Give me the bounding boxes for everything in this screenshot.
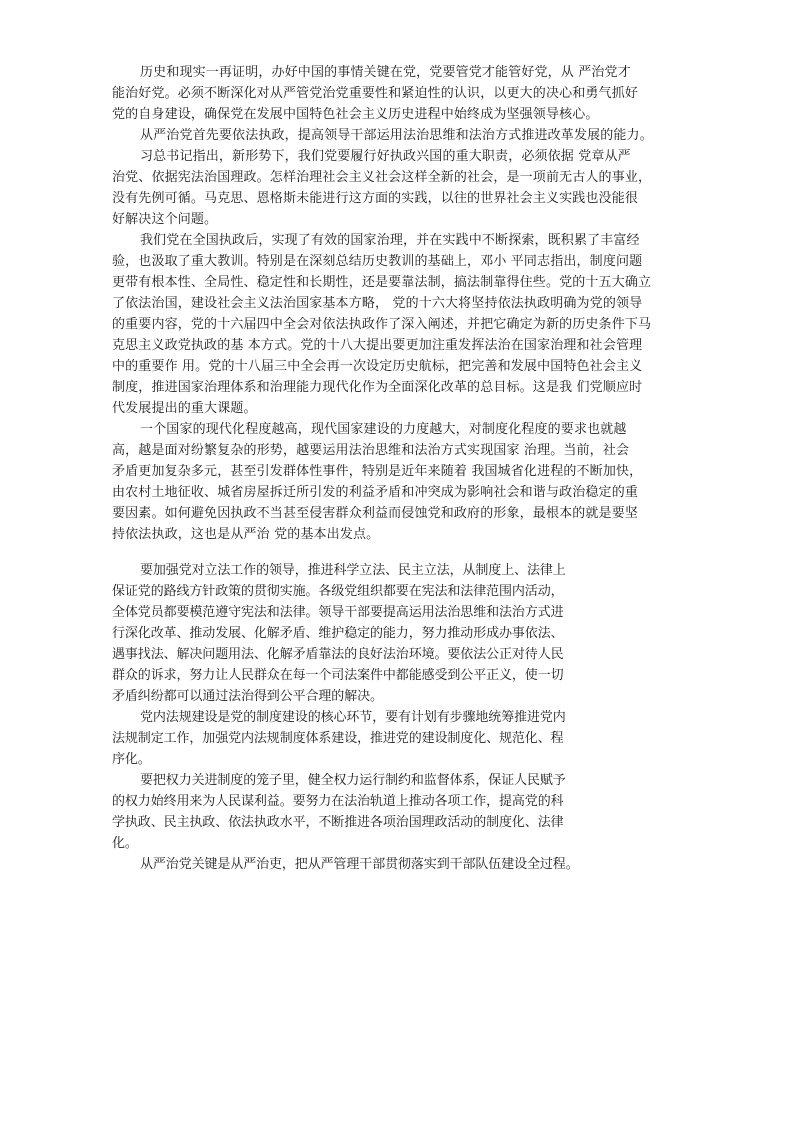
text-line: 高，越是面对纷繁复杂的形势，越要运用法治思维和法治方式实现国家 治理。当前，社会 xyxy=(112,443,630,458)
text-line: 克思主义政党执政的基 本方式。党的十八大提出要更加注重发挥法治在国家治理和社会管理 xyxy=(112,338,643,353)
text-line: 好解决这个问题。 xyxy=(112,212,218,227)
text-line: 由农村土地征收、城省房屋拆迁所引发的利益矛盾和冲突成为影响社会和谐与政治稳定的重 xyxy=(112,485,639,500)
text-line: 要因素。如何避免因执政不当甚至侵害群众利益而侵蚀党和政府的形象，最根本的就是要坚 xyxy=(112,506,639,521)
text-line: 没有先例可循。马克思、恩格斯未能进行这方面的实践，以往的世界社会主义实践也没能很 xyxy=(112,191,639,206)
text-line: 中的重要作 用。党的十八届三中全会再一次设定历史航标，把完善和发展中国特色社会主义 xyxy=(112,359,643,374)
text-line: 党内法规建设是党的制度建设的核心环节，要有计划有步骤地统筹推进党内 xyxy=(140,710,566,725)
text-line: 法规制定工作，加强党内法规制度体系建设，推进党的建设制度化、规范化、程 xyxy=(112,731,564,746)
text-line: 要把权力关进制度的笼子里，健全权力运行制约和监督体系，保证人民赋予 xyxy=(140,773,566,788)
text-line: 一个国家的现代化程度越高，现代国家建设的力度越大，对制度化程度的要求也就越 xyxy=(140,422,627,437)
text-line: 的权力始终用来为人民谋利益。要努力在法治轨道上推动各项工作，提高党的科 xyxy=(112,794,564,809)
text-line: 矛盾纠纷都可以通过法治得到公平合理的解决。 xyxy=(112,689,383,704)
text-line: 代发展提出的重大课题。 xyxy=(112,401,257,416)
text-line: 行深化改革、推动发展、化解矛盾、维护稳定的能力，努力推动形成办事依法、 xyxy=(112,626,564,641)
text-line: 的重要内容，党的十六届四中全会对依法执政作了深入阐述，并把它确定为新的历史条件下马 xyxy=(112,317,652,332)
text-line: 化。 xyxy=(112,836,138,851)
text-line: 矛盾更加复杂多元，甚至引发群体性事件，特别是近年来随着 我国城省化进程的不断加快， xyxy=(112,464,643,479)
text-line: 学执政、民主执政、依法执政水平，不断推进各项治国理政活动的制度化、法律 xyxy=(112,815,564,830)
text-line: 持依法执政，这也是从严治 党的基本出发点。 xyxy=(112,527,380,542)
text-line: 历史和现实一再证明，办好中国的事情关键在党，党要管党才能管好党，从 严治党才 xyxy=(140,65,631,80)
text-line: 保证党的路线方针政策的贯彻实施。各级党组织都要在宪法和法律范围内活动， xyxy=(112,584,564,599)
text-line: 群众的诉求，努力让人民群众在每一个司法案件中都能感受到公平正义，使一切 xyxy=(112,668,564,683)
text-line: 了依法治国，建设社会主义法治国家基本方略， 党的十六大将坚持依法执政明确为党的领导 xyxy=(112,296,643,311)
text-line: 从严治党关键是从严治吏，把从严管理干部贯彻落实到干部队伍建设全过程。 xyxy=(140,857,579,872)
text-line: 制度，推进国家治理体系和治理能力现代化作为全面深化改革的总目标。这是我 们党顺应时 xyxy=(112,380,643,395)
text-line: 我们党在全国执政后，实现了有效的国家治理，并在实践中不断探索，既积累了丰富经 xyxy=(140,233,640,248)
text-line: 验，也汲取了重大教训。特别是在深刻总结历史教训的基础上，邓小 平同志指出，制度问题 xyxy=(112,254,643,269)
text-line: 序化。 xyxy=(112,752,151,767)
text-line: 治党、依据宪法治国理政。怎样治理社会主义社会这样全新的社会，是一项前无古人的事业， xyxy=(112,170,652,185)
text-line: 党的自身建设，确保党在发展中国特色社会主义历史进程中始终成为坚强领导核心。 xyxy=(112,107,599,122)
text-line: 从严治党首先要依法执政，提高领导干部运用法治思维和法治方式推进改革发展的能力。 xyxy=(140,128,653,143)
text-line: 遇事找法、解决问题用法、化解矛盾靠法的良好法治环境。要依法公正对待人民 xyxy=(112,647,564,662)
text-line: 能治好党。必须不断深化对从严管党治党重要性和紧迫性的认识，以更大的决心和勇气抓好 xyxy=(112,86,639,101)
text-line: 习总书记指出，新形势下，我们党要履行好执政兴国的重大职责，必须依据 党章从严 xyxy=(140,149,631,164)
text-line: 更带有根本性、全局性、稳定性和长期性，还是要靠法制，搞法制靠得住些。党的十五大确立 xyxy=(112,275,652,290)
text-line: 要加强党对立法工作的领导，推进科学立法、民主立法，从制度上、法律上 xyxy=(140,563,566,578)
text-line: 全体党员都要模范遵守宪法和法律。领导干部要提高运用法治思维和法治方式进 xyxy=(112,605,564,620)
